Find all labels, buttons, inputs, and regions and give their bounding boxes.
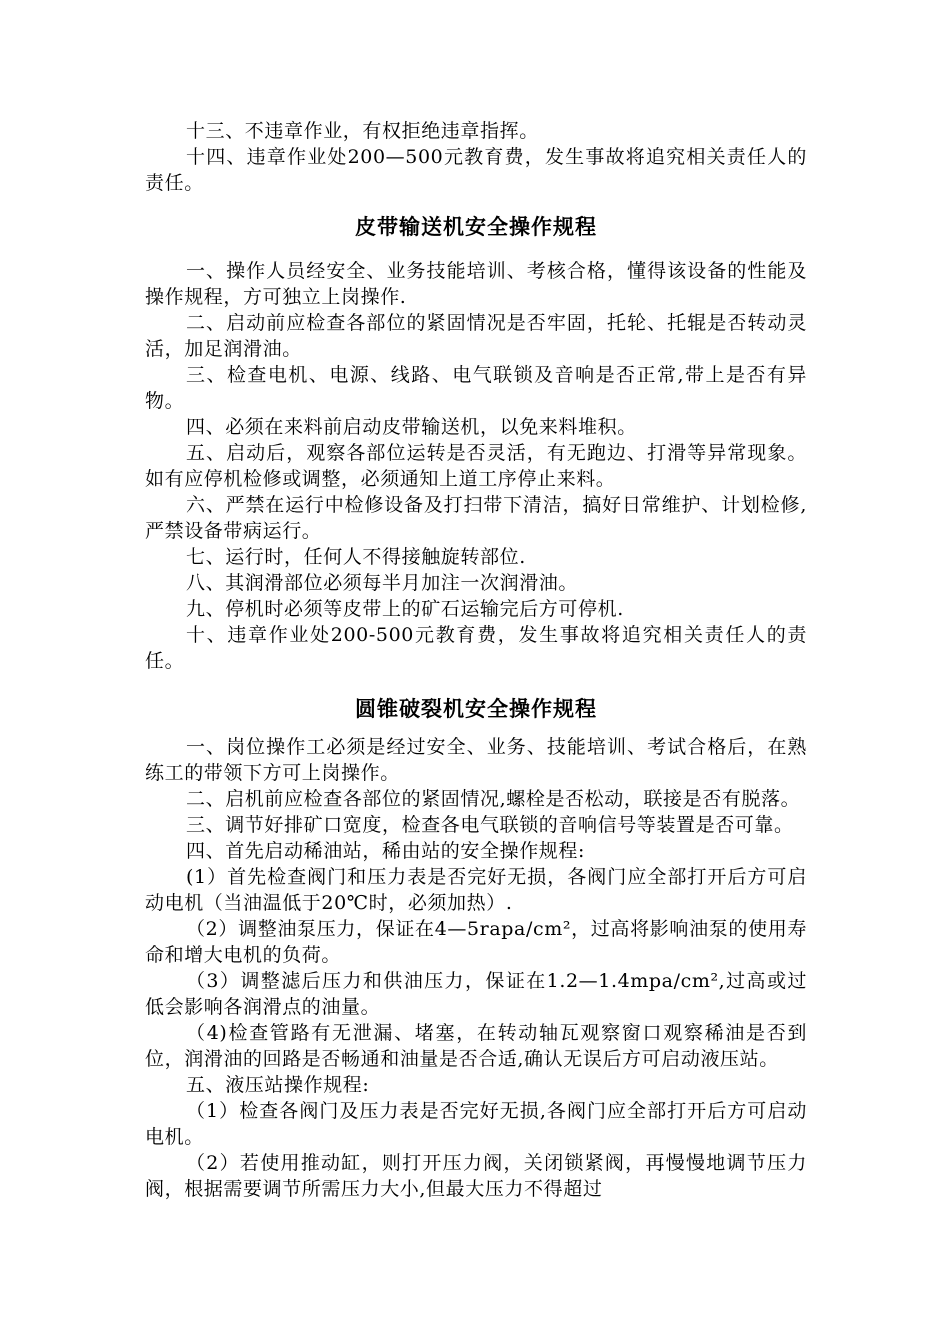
- crusher-rule-2: 二、启机前应检查各部位的紧固情况,螺栓是否松动，联接是否有脱落。: [186, 788, 801, 810]
- crusher-rule-5-2: （2）若使用推动缸，则打开压力阀，关闭锁紧阀，再慢慢地调节压力阀，根据需要调节所需压力大小,但最大压力不得超过: [145, 1152, 807, 1200]
- crusher-rule-4-3: （3）调整滤后压力和供油压力，保证在1.2—1.4mpa/cm²,过高或过低会影响各润滑点的油量。: [145, 970, 807, 1018]
- belt-rule-4: 四、必须在来料前启动皮带输送机，以免来料堆积。: [186, 416, 637, 438]
- belt-rule-1: 一、操作人员经安全、业务技能培训、考核合格，懂得该设备的性能及操作规程，方可独立上岗操作.: [145, 260, 807, 308]
- intro-paragraph-14: 十四、违章作业处200—500元教育费，发生事故将追究相关责任人的责任。: [145, 146, 807, 194]
- crusher-rule-5-1: （1）检查各阀门及压力表是否完好无损,各阀门应全部打开后方可启动电机。: [145, 1100, 807, 1148]
- belt-rule-5: 五、启动后，观察各部位运转是否灵活，有无跑边、打滑等异常现象。如有应停机检修或调整，必须通知上道工序停止来料。: [145, 442, 807, 490]
- crusher-rule-5: 五、液压站操作规程:: [186, 1074, 370, 1096]
- crusher-rule-4: 四、首先启动稀油站，稀由站的安全操作规程:: [186, 840, 586, 862]
- crusher-rule-4-1: (1）首先检查阀门和压力表是否完好无损，各阀门应全部打开后方可启动电机（当油温低于20℃时，必须加热）.: [145, 866, 807, 914]
- belt-rule-2: 二、启动前应检查各部位的紧固情况是否牢固，托轮、托辊是否转动灵活，加足润滑油。: [145, 312, 807, 360]
- crusher-rule-1: 一、岗位操作工必须是经过安全、业务、技能培训、考试合格后，在熟练工的带领下方可上岗操作。: [145, 736, 807, 784]
- belt-rule-9: 九、停机时必须等皮带上的矿石运输完后方可停机.: [186, 598, 624, 620]
- section-title-cone-crusher: 圆锥破裂机安全操作规程: [355, 697, 597, 721]
- belt-rule-10: 十、违章作业处200-500元教育费，发生事故将追究相关责任人的责任。: [145, 624, 807, 672]
- crusher-rule-3: 三、调节好排矿口宽度，检查各电气联锁的音响信号等装置是否可靠。: [186, 814, 794, 836]
- document-page: [145, 118, 807, 1202]
- crusher-rule-4-4: （4)检查管路有无泄漏、堵塞，在转动轴瓦观察窗口观察稀油是否到位，润滑油的回路是否畅通和油量是否合适,确认无误后方可启动液压站。: [145, 1022, 807, 1070]
- section-title-belt-conveyor: 皮带输送机安全操作规程: [355, 215, 597, 239]
- belt-rule-7: 七、运行时，任何人不得接触旋转部位.: [186, 546, 526, 568]
- crusher-rule-4-2: （2）调整油泵压力，保证在4—5rapa/cm²，过高将影响油泵的使用寿命和增大电机的负荷。: [145, 918, 807, 966]
- belt-rule-8: 八、其润滑部位必须每半月加注一次润滑油。: [186, 572, 579, 594]
- belt-rule-6: 六、严禁在运行中检修设备及打扫带下清洁，搞好日常维护、计划检修,严禁设备带病运行。: [145, 494, 807, 542]
- intro-paragraph-13: 十三、不违章作业，有权拒绝违章指挥。: [186, 120, 539, 142]
- belt-rule-3: 三、检查电机、电源、线路、电气联锁及音响是否正常,带上是否有异物。: [145, 364, 807, 412]
